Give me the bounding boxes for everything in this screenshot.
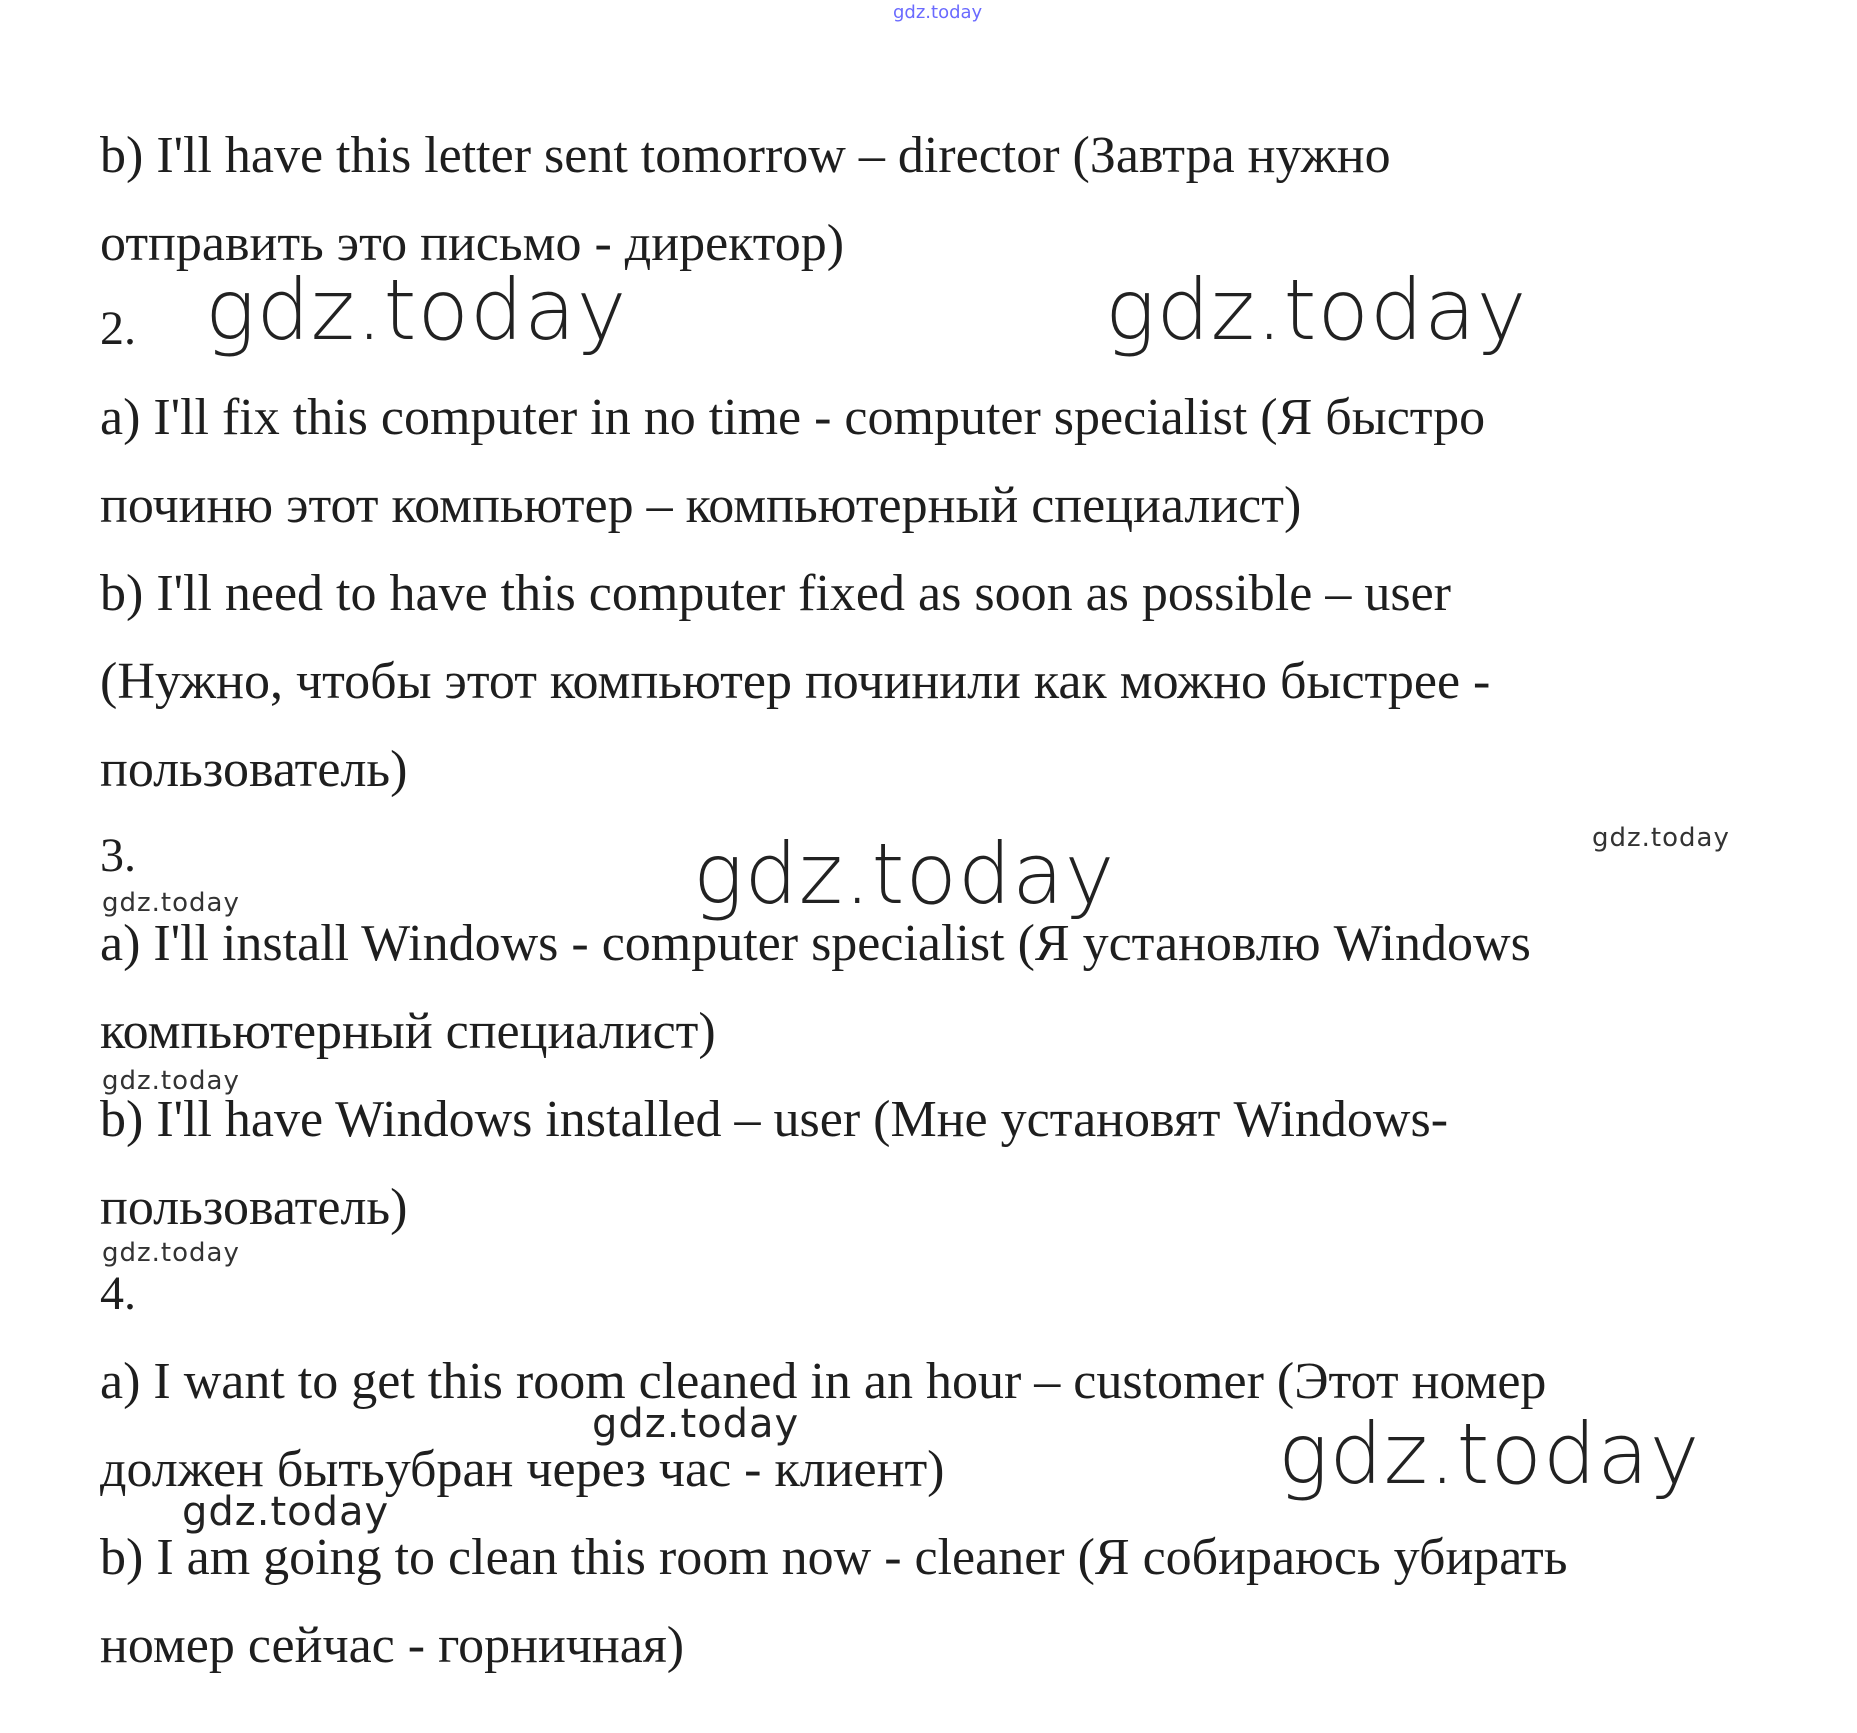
- answer-2b-line-1: b) I'll need to have this computer fixed as soon as possible – user: [100, 565, 1451, 622]
- answer-3a-line-1: a) I'll install Windows - computer specialist (Я установлю Windows: [100, 915, 1531, 972]
- watermark-medium-2: gdz.today: [182, 1489, 390, 1535]
- answer-4a-line-2: должен бытьубран через час - клиент): [100, 1441, 945, 1498]
- answer-1b-line-2: отправить это письмо - директор): [100, 215, 845, 272]
- watermark-small-2: gdz.today: [102, 1066, 240, 1096]
- answer-2a-line-2: починю этот компьютер – компьютерный специалист): [100, 477, 1302, 534]
- answer-2a-line-1: a) I'll fix this computer in no time - computer specialist (Я быстро: [100, 389, 1486, 446]
- answer-4b-line-2: номер сейчас - горничная): [100, 1617, 685, 1674]
- watermark-small-3: gdz.today: [102, 1238, 240, 1268]
- watermark-top: gdz.today: [893, 2, 983, 23]
- section-number-3: 3.: [100, 829, 136, 882]
- section-number-2: 2.: [100, 302, 136, 355]
- section-number-4: 4.: [100, 1267, 136, 1320]
- watermark-large-4: gdz.today: [1278, 1405, 1701, 1503]
- answer-3a-line-2: компьютерный специалист): [100, 1003, 716, 1060]
- watermark-medium: gdz.today: [592, 1401, 800, 1447]
- watermark-small-right: gdz.today: [1592, 823, 1730, 853]
- watermark-large-3: gdz.today: [693, 825, 1116, 923]
- answer-1b-line-1: b) I'll have this letter sent tomorrow – director (Завтра нужно: [100, 127, 1391, 184]
- answer-4b-line-1: b) I am going to clean this room now - cleaner (Я собираюсь убирать: [100, 1529, 1568, 1586]
- answer-4a-line-1: a) I want to get this room cleaned in an hour – customer (Этот номер: [100, 1353, 1547, 1410]
- answer-3b-line-2: пользователь): [100, 1179, 408, 1236]
- watermark-large-2: gdz.today: [1105, 261, 1528, 359]
- answer-2b-line-2: (Нужно, чтобы этот компьютер починили как можно быстрее -: [100, 653, 1491, 710]
- answer-2b-line-3: пользователь): [100, 741, 408, 798]
- answer-3b-line-1: b) I'll have Windows installed – user (Мне установят Windows-: [100, 1091, 1449, 1148]
- watermark-large-1: gdz.today: [205, 261, 628, 359]
- watermark-small-1: gdz.today: [102, 888, 240, 918]
